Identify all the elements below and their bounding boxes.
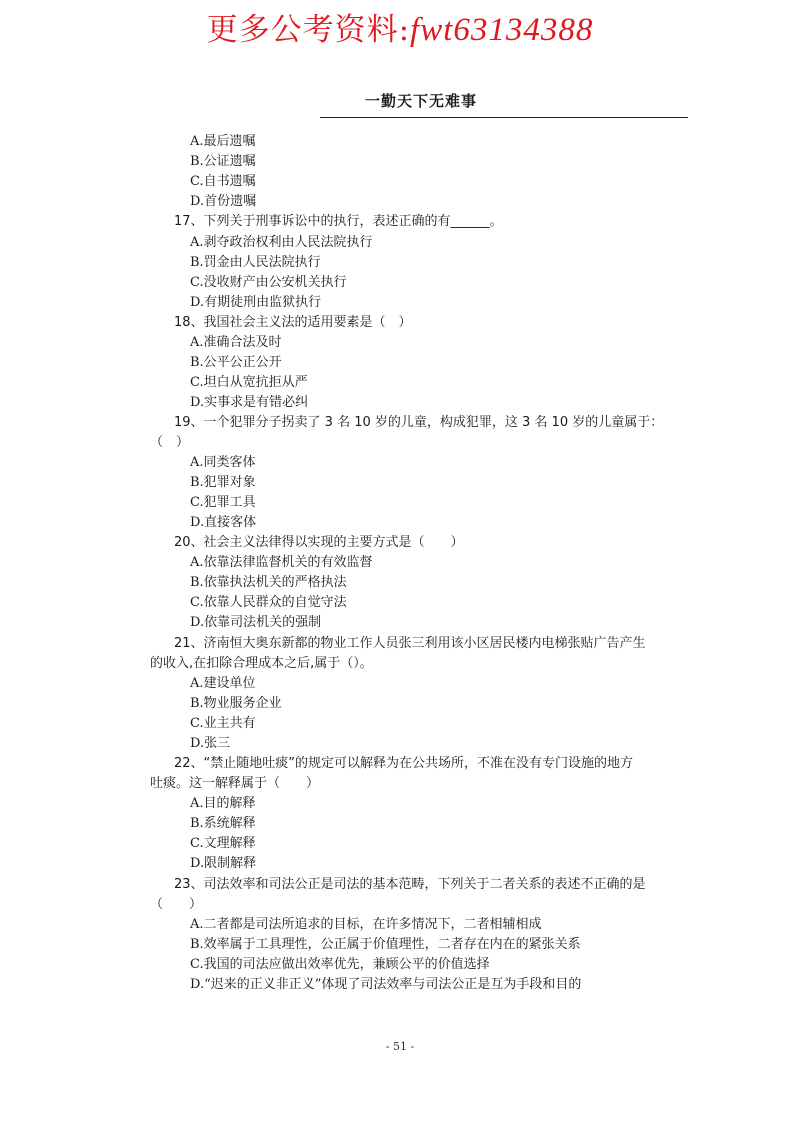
option-line: B.犯罪对象: [190, 475, 256, 490]
option-line: B.物业服务企业: [190, 696, 282, 711]
question-continuation: 吐痰。这一解释属于（ ）: [150, 776, 320, 791]
option-line: A.准确合法及时: [190, 335, 282, 350]
option-line: B.公平公正公开: [190, 355, 282, 370]
header-title: 一勤天下无难事: [365, 92, 478, 110]
option-line: D.实事求是有错必纠: [190, 395, 309, 410]
option-line: D.有期徒刑由监狱执行: [190, 295, 322, 310]
option-line: B.公证遗嘱: [190, 154, 256, 169]
question-22: 22、“禁止随地吐痰”的规定可以解释为在公共场所，不准在没有专门设施的地方: [174, 756, 634, 771]
option-line: B.效率属于工具理性，公正属于价值理性，二者存在内在的紧张关系: [190, 937, 581, 952]
option-line: C.自书遗嘱: [190, 174, 256, 189]
option-line: C.没收财产由公安机关执行: [190, 275, 347, 290]
question-17: 17、下列关于刑事诉讼中的执行，表述正确的有______。: [174, 214, 503, 229]
option-line: A.依靠法律监督机关的有效监督: [190, 555, 373, 570]
question-20: 20、社会主义法律得以实现的主要方式是（ ）: [174, 535, 464, 550]
question-continuation: 的收入,在扣除合理成本之后,属于（）。: [150, 656, 373, 671]
option-line: D.直接客体: [190, 515, 257, 530]
question-21: 21、济南恒大奥东新都的物业工作人员张三利用该小区居民楼内电梯张贴广告产生: [174, 636, 646, 651]
option-line: D.张三: [190, 736, 231, 751]
promo-banner-contact: fwt63134388: [410, 12, 594, 48]
option-line: B.罚金由人民法院执行: [190, 255, 321, 270]
option-line: A.剥夺政治权利由人民法院执行: [190, 235, 373, 250]
option-line: C.犯罪工具: [190, 495, 256, 510]
option-line: C.我国的司法应做出效率优先，兼顾公平的价值选择: [190, 957, 490, 972]
option-line: D.限制解释: [190, 856, 257, 871]
option-line: A.二者都是司法所追求的目标，在许多情况下，二者相辅相成: [190, 917, 542, 932]
option-line: D.首份遗嘱: [190, 194, 257, 209]
question-continuation: （ ）: [150, 435, 190, 450]
question-23: 23、司法效率和司法公正是司法的基本范畴，下列关于二者关系的表述不正确的是: [174, 877, 646, 892]
option-line: A.最后遗嘱: [190, 134, 256, 149]
option-line: A.同类客体: [190, 455, 256, 470]
option-line: B.依靠执法机关的严格执法: [190, 575, 347, 590]
promo-banner: [0, 4, 800, 49]
question-18: 18、我国社会主义法的适用要素是（ ）: [174, 315, 412, 330]
option-line: C.文理解释: [190, 836, 256, 851]
question-continuation: （ ）: [150, 897, 203, 912]
option-line: C.依靠人民群众的自觉守法: [190, 595, 347, 610]
page-number: - 51 -: [385, 1040, 415, 1053]
option-line: C.坦白从宽抗拒从严: [190, 375, 308, 390]
question-19: 19、一个犯罪分子拐卖了 3 名 10 岁的儿童，构成犯罪，这 3 名 10 岁的儿童属于：: [174, 415, 664, 430]
promo-banner-text: 更多公考资料:: [206, 12, 411, 48]
option-line: D.依靠司法机关的强制: [190, 615, 322, 630]
option-line: D.“迟来的正义非正义”体现了司法效率与司法公正是互为手段和目的: [190, 977, 582, 992]
option-line: C.业主共有: [190, 716, 256, 731]
option-line: B.系统解释: [190, 816, 256, 831]
option-line: A.目的解释: [190, 796, 256, 811]
option-line: A.建设单位: [190, 676, 256, 691]
header-rule: [320, 117, 688, 118]
